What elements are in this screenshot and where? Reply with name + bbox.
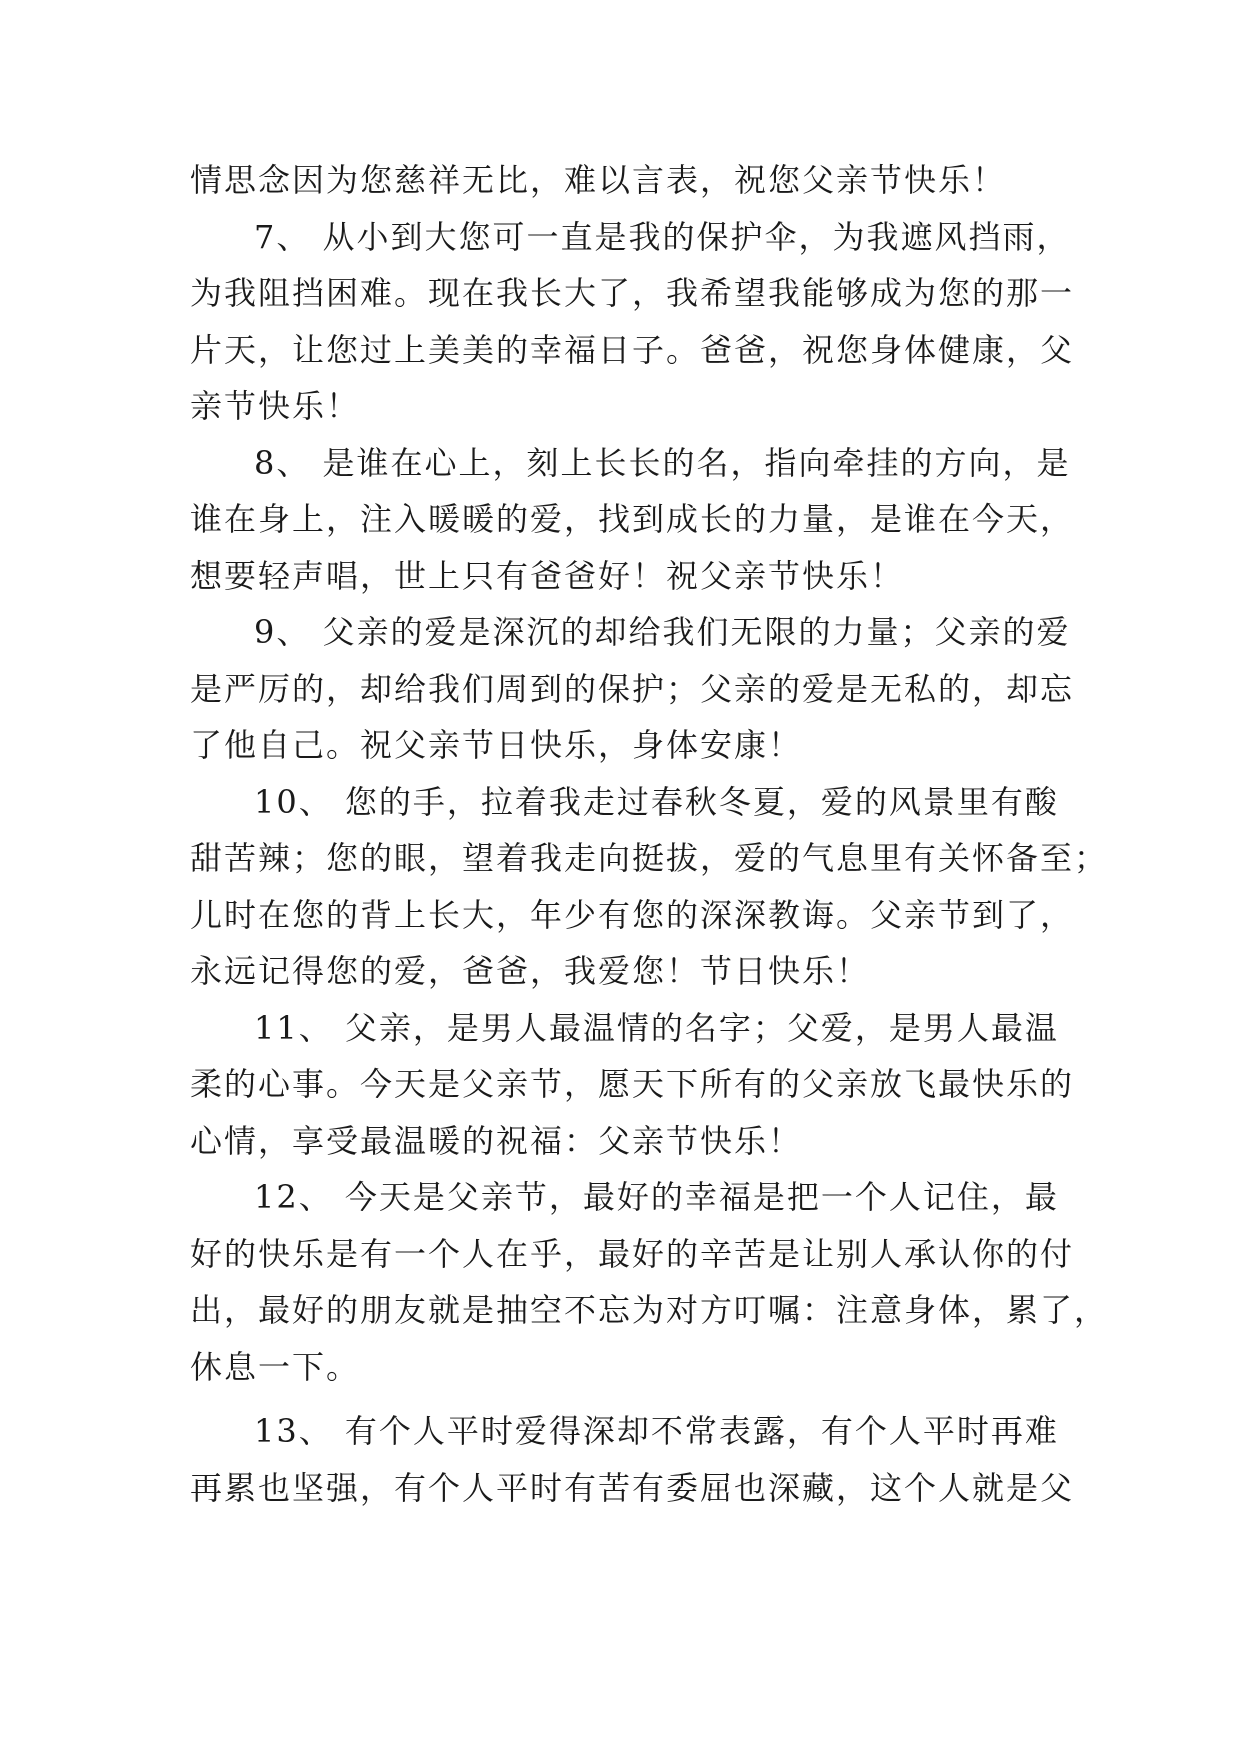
text-line: 柔的心事。今天是父亲节，愿天下所有的父亲放飞最快乐的	[190, 1065, 1075, 1103]
text-line: 片天，让您过上美美的幸福日子。爸爸，祝您身体健康，父	[190, 330, 1075, 369]
paragraph-8-first-line: 8、 是谁在心上，刻上长长的名，指向牵挂的方向，是	[254, 443, 1071, 482]
text-line: 永远记得您的爱，爸爸，我爱您！节日快乐！	[190, 952, 871, 990]
text-line: 好的快乐是有一个人在乎，最好的辛苦是让别人承认你的付	[190, 1234, 1075, 1273]
text-line: 休息一下。	[190, 1347, 361, 1386]
paragraph-7-first-line: 7、 从小到大您可一直是我的保护伞，为我遮风挡雨，	[254, 217, 1071, 256]
text-line: 是严厉的，却给我们周到的保护；父亲的爱是无私的，却忘	[190, 669, 1075, 708]
paragraph-10-first-line: 10、 您的手，拉着我走过春秋冬夏，爱的风景里有酸	[254, 782, 1059, 821]
text-line: 了他自己。祝父亲节日快乐，身体安康！	[190, 726, 803, 764]
paragraph-11-first-line: 11、 父亲，是男人最温情的名字；父爱，是男人最温	[254, 1008, 1059, 1047]
text-line: 儿时在您的背上长大，年少有您的深深教诲。父亲节到了，	[190, 895, 1075, 934]
paragraph-12-first-line: 12、 今天是父亲节，最好的幸福是把一个人记住，最	[254, 1178, 1059, 1216]
paragraph-13-first-line: 13、 有个人平时爱得深却不常表露，有个人平时再难	[254, 1412, 1059, 1450]
text-line: 再累也坚强，有个人平时有苦有委屈也深藏，这个人就是父	[190, 1468, 1075, 1507]
text-line: 谁在身上，注入暖暖的爱，找到成长的力量，是谁在今天，	[190, 500, 1075, 538]
text-line: 亲节快乐！	[190, 387, 361, 425]
text-line: 情思念因为您慈祥无比，难以言表，祝您父亲节快乐！	[190, 161, 1007, 199]
body-text	[190, 152, 1109, 1516]
paragraph-9-first-line: 9、 父亲的爱是深沉的却给我们无限的力量；父亲的爱	[254, 613, 1071, 651]
text-line: 甜苦辣；您的眼，望着我走向挺拔，爱的气息里有关怀备至；	[190, 839, 1109, 877]
text-line: 想要轻声唱，世上只有爸爸好！祝父亲节快乐！	[190, 556, 905, 595]
text-line: 心情，享受最温暖的祝福：父亲节快乐！	[190, 1121, 803, 1160]
text-line: 出，最好的朋友就是抽空不忘为对方叮嘱：注意身体，累了，	[190, 1291, 1109, 1329]
text-line: 为我阻挡困难。现在我长大了，我希望我能够成为您的那一	[190, 274, 1075, 312]
